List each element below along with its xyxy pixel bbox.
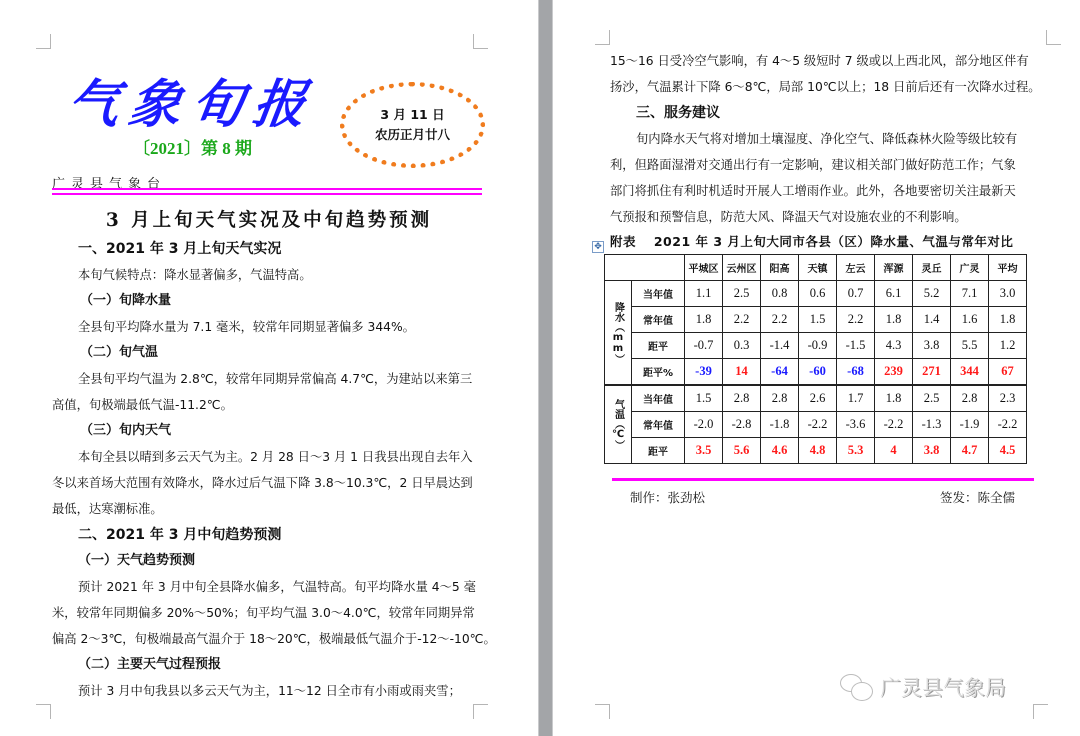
table-cell: 2.6 [799,385,837,412]
table-cell: 4.8 [799,438,837,464]
table-cell: 1.8 [989,307,1027,333]
row-label: 常年值 [632,307,685,333]
paragraph-line: 15～16 日受冷空气影响，有 4～5 级短时 7 级或以上西北风，部分地区伴有 [610,54,1029,68]
table-cell: 1.5 [799,307,837,333]
table-cell: -1.4 [761,333,799,359]
table-cell: 1.6 [951,307,989,333]
row-label: 常年值 [632,412,685,438]
table-cell: -3.6 [837,412,875,438]
header-divider [52,188,482,195]
table-cell: 5.2 [913,281,951,307]
table-cell: -1.5 [837,333,875,359]
table-cell: 4.3 [875,333,913,359]
paragraph-line: 最低，达寒潮标准。 [52,502,163,516]
table-cell: 2.8 [951,385,989,412]
table-corner-cell [605,255,685,281]
watermark [840,672,1006,702]
table-cell: -2.0 [685,412,723,438]
table-row [605,438,1027,464]
paragraph-line: 利，但路面湿滑对交通出行有一定影响，建议相关部门做好防范工作；气象 [610,158,1016,172]
paragraph: 本旬气候特点：降水显著偏多，气温特高。 [78,268,312,282]
table-cell: -2.8 [723,412,761,438]
paragraph-line: 旬内降水天气将对增加土壤湿度、净化空气、降低森林火险等级比较有 [636,132,1018,146]
table-cell: 0.3 [723,333,761,359]
footer-issuer: 签发：陈全儒 [940,490,1016,505]
subsection-heading: （三）旬内天气 [80,423,172,438]
date-gregorian: 3 月 11 日 [380,107,445,122]
table-cell: 2.3 [989,385,1027,412]
table-cell: 4.5 [989,438,1027,464]
wechat-icon [840,674,874,700]
margin-corner-mark [595,704,610,719]
table-caption: 附表 2021 年 3 月上旬大同市各县（区）降水量、气温与常年对比 [610,234,1014,249]
table-cell: -2.2 [989,412,1027,438]
table-cell: -1.3 [913,412,951,438]
date-oval [340,82,485,168]
row-label: 距平% [632,359,685,386]
paragraph-line: 高值，旬极端最低气温-11.2℃。 [52,398,233,412]
table-row [605,359,1027,386]
watermark-text: 广灵县气象局 [880,676,1006,700]
table-cell: -0.9 [799,333,837,359]
table-cell: 1.1 [685,281,723,307]
paragraph-line: 偏高 2～3℃，旬极端最高气温介于 18～20℃，极端最低气温介于-12～-10℃。 [52,632,496,646]
row-label: 当年值 [632,281,685,307]
margin-corner-mark [36,34,51,49]
paragraph-line: 部门将抓住有利时机适时开展人工增雨作业。此外，各地要密切关注最新天 [610,184,1016,198]
table-cell: 1.5 [685,385,723,412]
margin-corner-mark [1046,30,1061,45]
table-cell: 4.7 [951,438,989,464]
column-header: 阳高 [761,255,799,281]
row-label: 距平 [632,438,685,464]
table-cell: -2.2 [875,412,913,438]
margin-corner-mark [473,34,488,49]
table-row [605,281,1027,307]
margin-corner-mark [473,704,488,719]
table-cell: 2.5 [913,385,951,412]
paragraph-line: 米，较常年同期偏多 20%～50%；旬平均气温 3.0～4.0℃，较常年同期异常 [52,606,475,620]
paragraph-line: 气预报和预警信息，防范大风、降温天气对设施农业的不利影响。 [610,210,967,224]
subsection-heading: （二）旬气温 [80,345,159,360]
table-cell: 1.8 [875,307,913,333]
masthead-title: 气象旬报 [63,74,320,135]
document-page-left [0,0,538,736]
margin-corner-mark [1033,704,1048,719]
table-cell: -1.8 [761,412,799,438]
comparison-table [604,254,1027,464]
table-cell: 14 [723,359,761,386]
table-cell: 3.5 [685,438,723,464]
paragraph-line: 本旬全县以晴到多云天气为主。2 月 28 日～3 月 1 日我县出现自去年入 [78,450,473,464]
footer-maker: 制作：张劲松 [630,490,706,505]
section-heading: 二、2021 年 3 月中旬趋势预测 [78,527,282,543]
table-cell: -2.2 [799,412,837,438]
table-cell: 1.7 [837,385,875,412]
section-heading: 一、2021 年 3 月上旬天气实况 [78,241,282,257]
table-row [605,385,1027,412]
row-label: 距平 [632,333,685,359]
table-cell: 0.6 [799,281,837,307]
column-header: 平均 [989,255,1027,281]
table-cell: 4 [875,438,913,464]
paragraph-line: 扬沙，气温累计下降 6～8℃，局部 10℃以上；18 日前后还有一次降水过程。 [610,80,1041,94]
column-header: 平城区 [685,255,723,281]
table-cell: -68 [837,359,875,386]
column-header: 天镇 [799,255,837,281]
row-label: 当年值 [632,385,685,412]
table-cell: 2.2 [761,307,799,333]
table-cell: 5.3 [837,438,875,464]
subsection-heading: （二）主要天气过程预报 [78,657,222,672]
row-group-label: 降水（mm） [605,281,632,386]
margin-corner-mark [595,30,610,45]
table-cell: 1.8 [875,385,913,412]
table-cell: 271 [913,359,951,386]
table-cell: 2.5 [723,281,761,307]
table-cell: 67 [989,359,1027,386]
margin-corner-mark [36,704,51,719]
table-cell: -60 [799,359,837,386]
table-cell: 2.8 [723,385,761,412]
paragraph: 全县旬平均降水量为 7.1 毫米，较常年同期显著偏多 344%。 [78,320,415,334]
table-cell: 1.4 [913,307,951,333]
table-move-handle-icon[interactable]: ✥ [592,241,604,253]
table-cell: 3.8 [913,333,951,359]
issue-number: 〔2021〕第 8 期 [133,139,252,158]
subsection-heading: （一）旬降水量 [80,293,172,308]
table-cell: -0.7 [685,333,723,359]
table-header-row [605,255,1027,281]
table-cell: 2.8 [761,385,799,412]
paragraph-line: 全县旬平均气温为 2.8℃，较常年同期异常偏高 4.7℃，为建站以来第三 [78,372,473,386]
table-cell: 3.8 [913,438,951,464]
row-group-label: 气温（℃） [605,385,632,464]
table-cell: -39 [685,359,723,386]
table-cell: 239 [875,359,913,386]
column-header: 左云 [837,255,875,281]
table-row [605,307,1027,333]
table-cell: 6.1 [875,281,913,307]
table-cell: 1.8 [685,307,723,333]
table-cell: 3.0 [989,281,1027,307]
table-cell: -1.9 [951,412,989,438]
paragraph-line: 预计 2021 年 3 月中旬全县降水偏多，气温特高。旬平均降水量 4～5 毫 [78,580,476,594]
table-cell: 5.5 [951,333,989,359]
table-cell: 7.1 [951,281,989,307]
date-lunar: 农历正月廿八 [374,127,450,142]
paragraph-line: 冬以来首场大范围有效降水，降水过后气温下降 3.8～10.3℃，2 日早晨达到 [52,476,473,490]
subsection-heading: （一）天气趋势预测 [78,553,196,568]
paragraph-line: 预计 3 月中旬我县以多云天气为主，11～12 日全市有小雨或雨夹雪； [78,684,461,698]
section-heading: 三、服务建议 [636,105,720,121]
footer-divider [612,478,1034,481]
table-row [605,333,1027,359]
table-cell: 344 [951,359,989,386]
page-gutter [538,0,553,736]
column-header: 广灵 [951,255,989,281]
table-row [605,412,1027,438]
table-cell: 1.2 [989,333,1027,359]
document-title: 3 月上旬天气实况及中旬趋势预测 [105,210,433,231]
table-cell: 4.6 [761,438,799,464]
table-cell: 0.8 [761,281,799,307]
table-cell: -64 [761,359,799,386]
organization-name: 广灵县气象台 [52,177,167,192]
column-header: 浑源 [875,255,913,281]
table-cell: 5.6 [723,438,761,464]
column-header: 灵丘 [913,255,951,281]
column-header: 云州区 [723,255,761,281]
table-cell: 2.2 [723,307,761,333]
table-cell: 0.7 [837,281,875,307]
table-cell: 2.2 [837,307,875,333]
